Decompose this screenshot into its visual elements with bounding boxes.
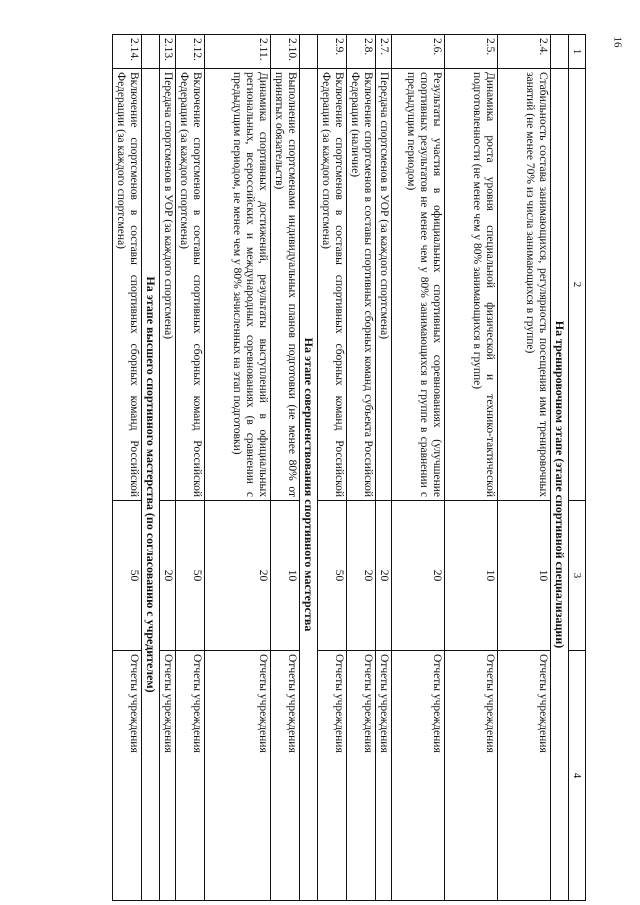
table-row (392, 35, 445, 901)
table-header-row (569, 35, 586, 901)
source-text: Отчеты учреждения (205, 651, 271, 901)
points-value: 20 (205, 501, 271, 651)
indicator-text: Включение спортсменов в составы спортивных сборных команд субъекта Российской Федерации (наличие) (347, 69, 376, 501)
row-number: 2.14. (113, 35, 142, 69)
table-row (160, 35, 176, 901)
points-value: 10 (498, 501, 551, 651)
indicator-text: Стабильность состава занимающихся, регулярность посещения ими тренировочных занятий (не менее 70% из числа занимающихся в группе) (498, 69, 551, 501)
page-number: 16 (611, 36, 624, 48)
indicator-text: Динамика спортивных достижений, результаты выступлений в официальных региональных, всероссийских и международных соревнованиях (в сравнении с предыдущим периодом, не менее чем у 80% зачисленных на этап подготовки) (205, 69, 271, 501)
header-col-2: 2 (569, 69, 586, 501)
table-row (347, 35, 376, 901)
criteria-table (112, 34, 586, 901)
indicator-text: Включение спортсменов в составы спортивных сборных команд Российской Федерации (за каждого спортсмена) (113, 69, 142, 501)
source-text: Отчеты учреждения (113, 651, 142, 901)
table-row (376, 35, 392, 901)
table-row (445, 35, 498, 901)
row-number: 2.10. (271, 35, 300, 69)
source-text: Отчеты учреждения (176, 651, 205, 901)
table-row (498, 35, 551, 901)
header-col-3: 3 (569, 501, 586, 651)
section-title-row (142, 35, 160, 901)
points-value: 10 (271, 501, 300, 651)
indicator-text: Передача спортсменов в УОР (за каждого спортсмена) (160, 69, 176, 501)
source-text: Отчеты учреждения (160, 651, 176, 901)
source-text: Отчеты учреждения (271, 651, 300, 901)
indicator-text: Включение спортсменов в составы спортивных сборных команд Российской Федерации (за каждого спортсмена) (318, 69, 347, 501)
source-text: Отчеты учреждения (347, 651, 376, 901)
source-text: Отчеты учреждения (392, 651, 445, 901)
points-value: 20 (160, 501, 176, 651)
indicator-text: Передача спортсменов в УОР (за каждого спортсмена) (376, 69, 392, 501)
row-number: 2.4. (498, 35, 551, 69)
row-number: 2.11. (205, 35, 271, 69)
source-text: Отчеты учреждения (376, 651, 392, 901)
header-col-4: 4 (569, 651, 586, 901)
points-value: 50 (113, 501, 142, 651)
points-value: 50 (176, 501, 205, 651)
indicator-text: Включение спортсменов в составы спортивных сборных команд Российской Федерации (за каждого спортсмена) (176, 69, 205, 501)
row-number: 2.8. (347, 35, 376, 69)
section-title: На этапе совершенствования спортивного мастерства (300, 69, 318, 901)
section-title-row (551, 35, 569, 901)
table-row (113, 35, 142, 901)
row-number: 2.13. (160, 35, 176, 69)
points-value: 50 (318, 501, 347, 651)
table-row (205, 35, 271, 901)
section-title-row (300, 35, 318, 901)
source-text: Отчеты учреждения (445, 651, 498, 901)
points-value: 20 (392, 501, 445, 651)
section-title: На тренировочном этапе (этапе спортивной специализации) (551, 69, 569, 901)
row-number: 2.7. (376, 35, 392, 69)
row-number: 2.9. (318, 35, 347, 69)
document-sheet (50, 34, 586, 900)
source-text: Отчеты учреждения (318, 651, 347, 901)
indicator-text: Динамика роста уровня специальной физической и технико-тактической подготовленности (не менее чем у 80% занимающихся в группе) (445, 69, 498, 501)
indicator-text: Выполнение спортсменами индивидуальных планов подготовки (не менее 80% от принятых обязательств) (271, 69, 300, 501)
table-row (318, 35, 347, 901)
indicator-text: Результаты участия в официальных спортивных соревнованиях (улучшение спортивных результатов не менее чем у 80% занимающихся в группе в сравнении с предыдущим периодом) (392, 69, 445, 501)
row-number: 2.5. (445, 35, 498, 69)
points-value: 10 (445, 501, 498, 651)
table-row (271, 35, 300, 901)
points-value: 20 (347, 501, 376, 651)
points-value: 20 (376, 501, 392, 651)
source-text: Отчеты учреждения (498, 651, 551, 901)
section-title: На этапе высшего спортивного мастерства (по согласованию с учредителем) (142, 69, 160, 901)
header-col-1: 1 (569, 35, 586, 69)
row-number: 2.6. (392, 35, 445, 69)
table-row (176, 35, 205, 901)
row-number: 2.12. (176, 35, 205, 69)
